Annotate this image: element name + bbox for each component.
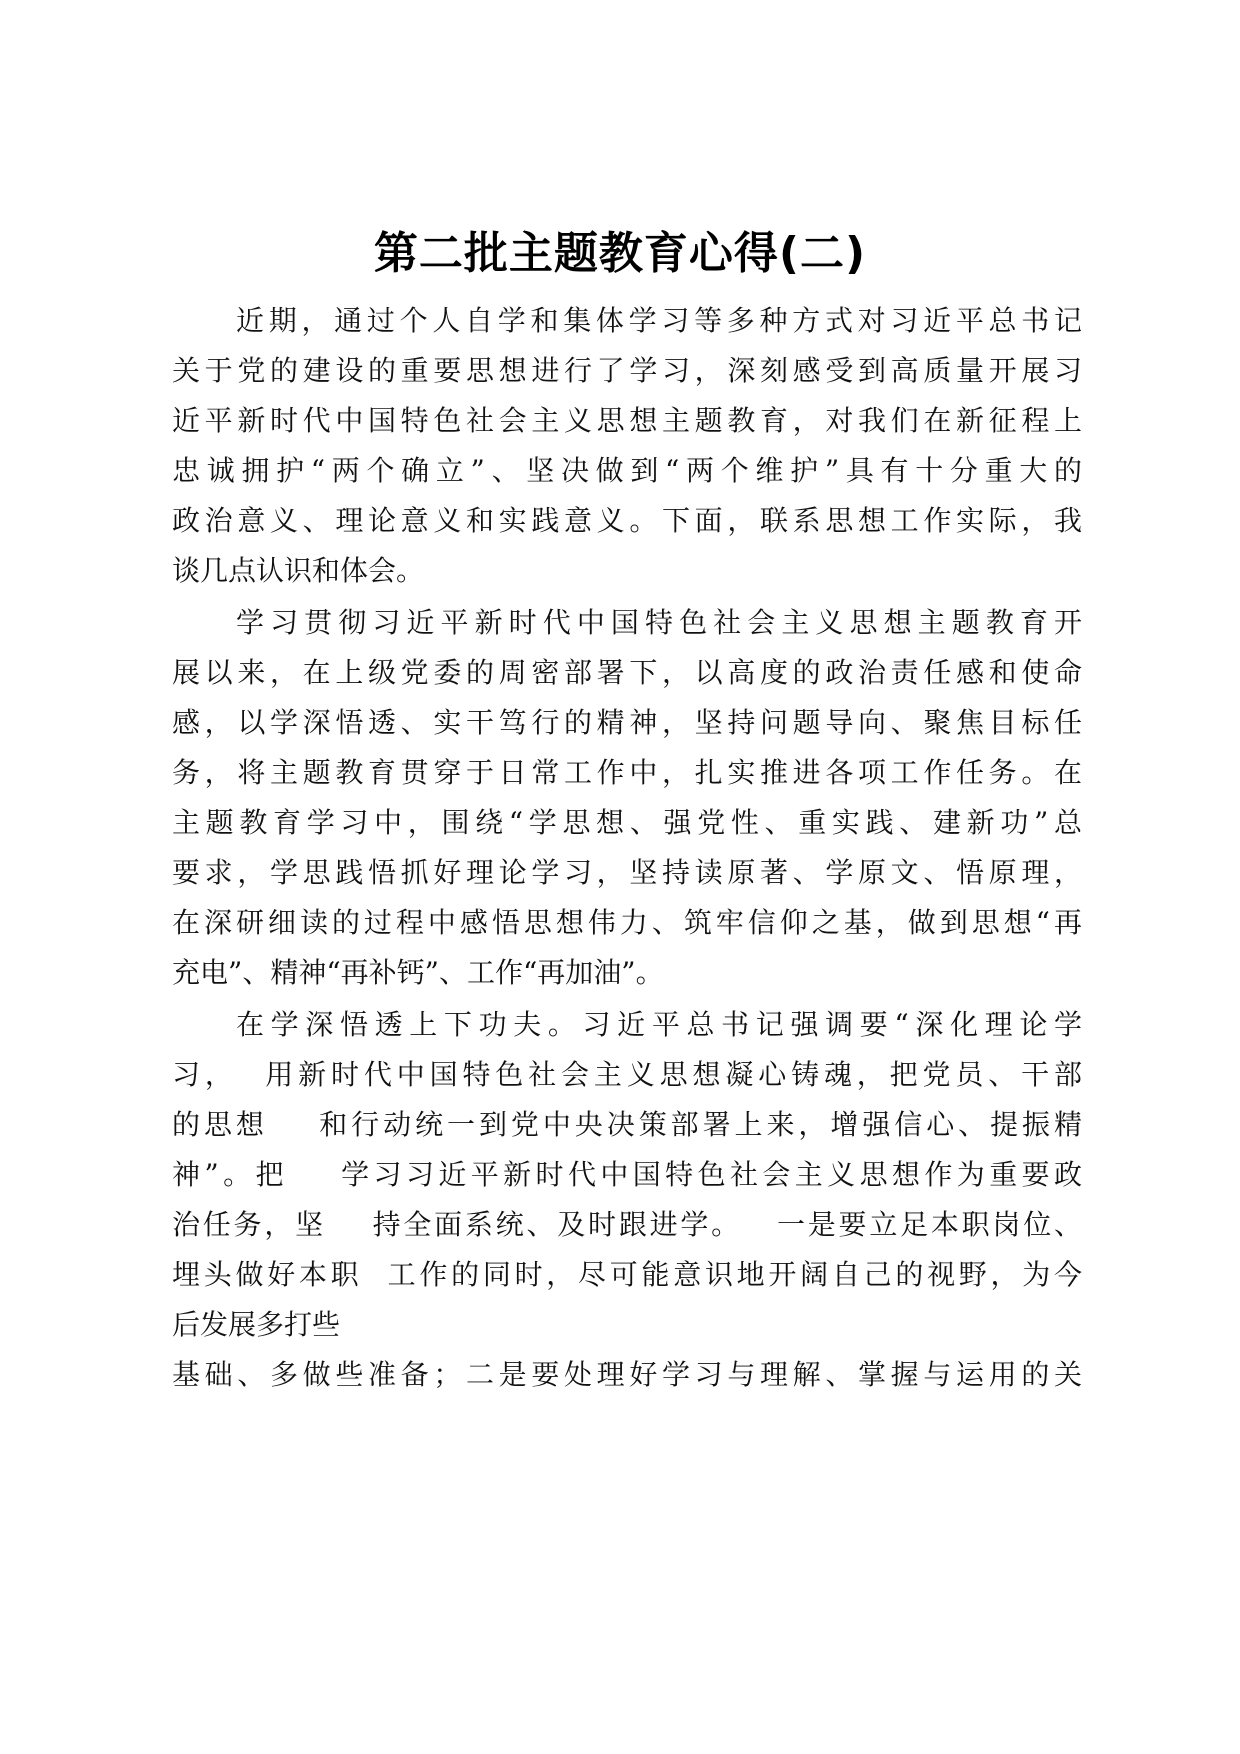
text-line: 埋头做好本职 工作的同时，尽可能意识地开阔自己的视野，为今 bbox=[172, 1258, 1082, 1291]
paragraph-1 bbox=[172, 296, 1082, 596]
text-line: 展以来，在上级党委的周密部署下，以高度的政治责任感和使命 bbox=[172, 656, 1082, 689]
text-line: 基础、多做些准备；二是要处理好学习与理解、掌握与运用的关 bbox=[172, 1358, 1082, 1391]
paragraph-3 bbox=[172, 1000, 1082, 1400]
text-line: 在学深悟透上下功夫。习近平总书记强调要“深化理论学 bbox=[236, 1008, 1082, 1041]
text-line: 神”。把 学习习近平新时代中国特色社会主义思想作为重要政 bbox=[172, 1158, 1082, 1191]
paragraph-2 bbox=[172, 598, 1082, 998]
text-line: 习， 用新时代中国特色社会主义思想凝心铸魂，把党员、干部 bbox=[172, 1058, 1082, 1091]
text-line: 要求，学思践悟抓好理论学习，坚持读原著、学原文、悟原理， bbox=[172, 856, 1082, 889]
document-title: 第二批主题教育心得(二) bbox=[373, 228, 867, 279]
text-line: 谈几点认识和体会。 bbox=[172, 554, 425, 587]
text-line: 近期，通过个人自学和集体学习等多种方式对习近平总书记 bbox=[236, 304, 1082, 337]
text-line: 在深研细读的过程中感悟思想伟力、筑牢信仰之基，做到思想“再 bbox=[172, 906, 1082, 939]
text-line: 后发展多打些 bbox=[172, 1308, 341, 1341]
text-line: 政治意义、理论意义和实践意义。下面，联系思想工作实际，我 bbox=[172, 504, 1082, 537]
text-line: 充电”、精神“再补钙”、工作“再加油”。 bbox=[172, 956, 664, 989]
text-line: 务，将主题教育贯穿于日常工作中，扎实推进各项工作任务。在 bbox=[172, 756, 1082, 789]
text-line: 近平新时代中国特色社会主义思想主题教育，对我们在新征程上 bbox=[172, 404, 1082, 437]
text-line: 的思想 和行动统一到党中央决策部署上来，增强信心、提振精 bbox=[172, 1108, 1082, 1141]
text-line: 治任务，坚 持全面系统、及时跟进学。 一是要立足本职岗位、 bbox=[172, 1208, 1082, 1241]
text-line: 忠诚拥护“两个确立”、坚决做到“两个维护”具有十分重大的 bbox=[172, 454, 1082, 487]
text-line: 主题教育学习中，围绕“学思想、强党性、重实践、建新功”总 bbox=[172, 806, 1082, 839]
text-line: 关于党的建设的重要思想进行了学习，深刻感受到高质量开展习 bbox=[172, 354, 1082, 387]
text-line: 感，以学深悟透、实干笃行的精神，坚持问题导向、聚焦目标任 bbox=[172, 706, 1082, 739]
text-line: 学习贯彻习近平新时代中国特色社会主义思想主题教育开 bbox=[236, 606, 1082, 639]
